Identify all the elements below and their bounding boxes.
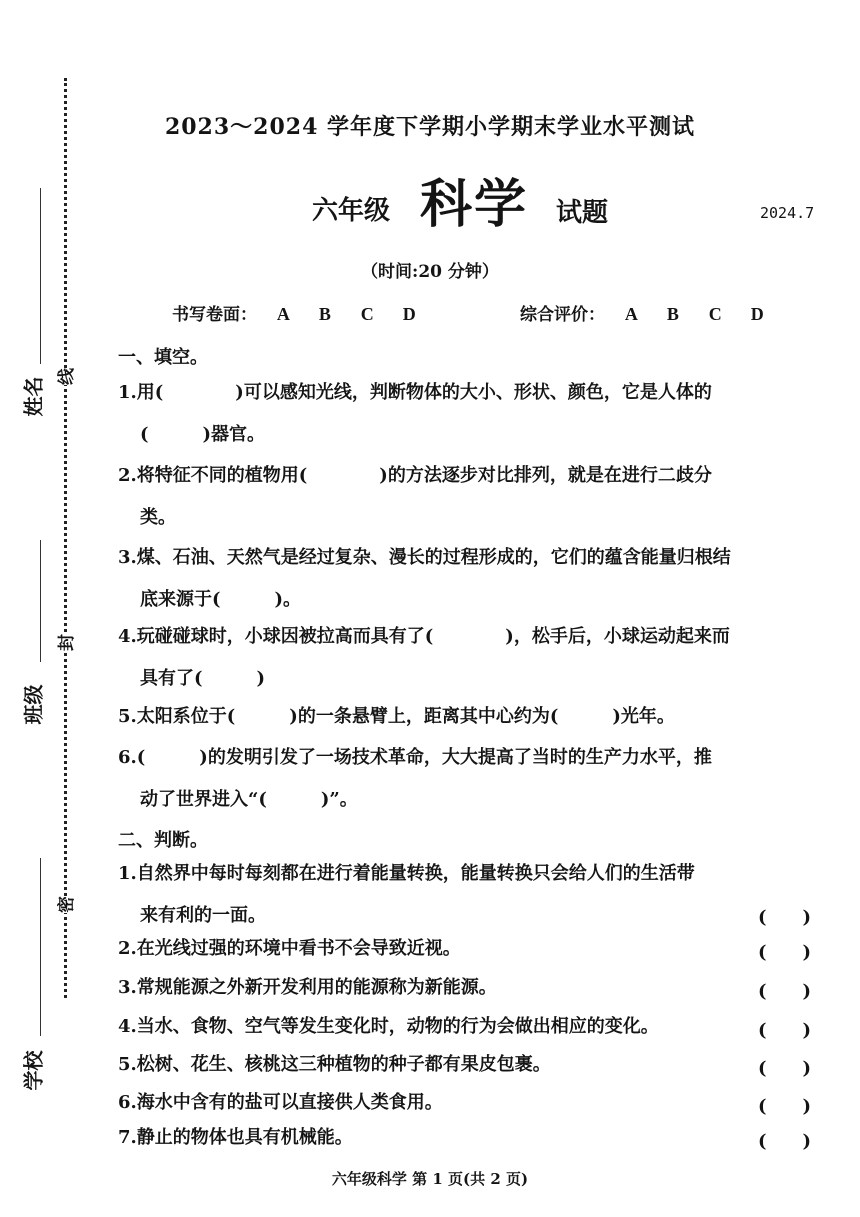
judgment-question <box>118 928 826 970</box>
fill-question <box>118 616 826 700</box>
fill-question <box>118 696 826 738</box>
answer-paren: ( ) <box>758 942 812 963</box>
question-text: 2.在光线过强的环境中看书不会导致近视。 <box>118 938 461 959</box>
writing-grade-row <box>172 300 439 325</box>
grade-label: 六年级 <box>312 196 391 226</box>
judgment-question <box>118 1117 826 1159</box>
grade-option: B <box>666 304 679 324</box>
answer-paren: ( ) <box>758 981 812 1002</box>
grade-option: B <box>318 304 331 324</box>
question-text: 3.煤、石油、天然气是经过复杂、漫长的过程形成的，它们的蕴含能量归根结 <box>118 547 731 568</box>
exam-title: 2023～2024 学年度下学期小学期末学业水平测试 <box>164 114 696 140</box>
question-text-continued: ( )器官。 <box>140 424 266 445</box>
grade-option: C <box>708 304 722 324</box>
subject-title-row <box>0 160 860 240</box>
subject-label: 科学 <box>420 174 529 235</box>
fill-question <box>118 372 826 456</box>
class-label: 班级 <box>21 684 46 725</box>
judgment-question <box>118 967 826 1009</box>
class-underline <box>40 540 41 662</box>
seal-char-secret: 密 <box>50 896 79 913</box>
grade-option: D <box>750 304 764 324</box>
judgment-question <box>118 1044 826 1086</box>
question-text: 7.静止的物体也具有机械能。 <box>118 1127 353 1148</box>
page-footer: 六年级科学 第 1 页(共 2 页) <box>331 1170 529 1188</box>
judgment-question <box>118 853 826 937</box>
overall-grade-label: 综合评价： <box>520 305 605 325</box>
section-fill-blank-title: 一、填空。 <box>118 347 208 368</box>
writing-grade-label: 书写卷面： <box>172 305 257 325</box>
section-judgment-title: 二、判断。 <box>118 830 208 851</box>
question-text-continued: 来有利的一面。 <box>140 905 266 926</box>
fill-question <box>118 455 826 539</box>
fill-question <box>118 737 826 821</box>
question-text: 3.常规能源之外新开发利用的能源称为新能源。 <box>118 977 497 998</box>
name-label: 姓名 <box>21 376 46 417</box>
question-text-continued: 具有了( ) <box>140 668 266 689</box>
overall-grade-row <box>520 300 787 325</box>
question-text: 5.太阳系位于( )的一条悬臂上，距离其中心约为( )光年。 <box>118 706 675 727</box>
grade-option: C <box>360 304 374 324</box>
question-text: 2.将特征不同的植物用( )的方法逐步对比排列，就是在进行二歧分 <box>118 465 712 486</box>
question-text-continued: 类。 <box>140 507 176 528</box>
fill-question <box>118 537 826 621</box>
question-text-continued: 动了世界进入“( )”。 <box>140 789 358 810</box>
school-underline <box>40 858 41 1036</box>
answer-paren: ( ) <box>758 907 812 928</box>
answer-paren: ( ) <box>758 1131 812 1152</box>
grade-option: A <box>276 304 290 324</box>
question-text: 4.玩碰碰球时，小球因被拉高而具有了( )，松手后，小球运动起来而 <box>118 626 730 647</box>
question-text: 5.松树、花生、核桃这三种植物的种子都有果皮包裹。 <box>118 1054 551 1075</box>
question-text: 1.自然界中每时每刻都在进行着能量转换，能量转换只会给人们的生活带 <box>118 863 695 884</box>
answer-paren: ( ) <box>758 1020 812 1041</box>
paper-type-label: 试题 <box>556 198 609 228</box>
grade-option: A <box>624 304 638 324</box>
exam-date: 2024.7 <box>760 204 815 222</box>
question-text-continued: 底来源于( )。 <box>140 589 302 610</box>
time-limit: （时间:20 分钟） <box>361 262 499 282</box>
question-text: 6.海水中含有的盐可以直接供人类食用。 <box>118 1092 443 1113</box>
school-label: 学校 <box>21 1050 46 1091</box>
question-text: 1.用( )可以感知光线，判断物体的大小、形状、颜色，它是人体的 <box>118 382 712 403</box>
grade-option: D <box>402 304 416 324</box>
question-text: 6.( )的发明引发了一场技术革命，大大提高了当时的生产力水平，推 <box>118 747 712 768</box>
answer-paren: ( ) <box>758 1058 812 1079</box>
answer-paren: ( ) <box>758 1096 812 1117</box>
question-text: 4.当水、食物、空气等发生变化时，动物的行为会做出相应的变化。 <box>118 1016 659 1037</box>
judgment-question <box>118 1006 826 1048</box>
seal-char-seal: 封 <box>50 634 79 651</box>
seal-char-line: 线 <box>50 368 79 385</box>
